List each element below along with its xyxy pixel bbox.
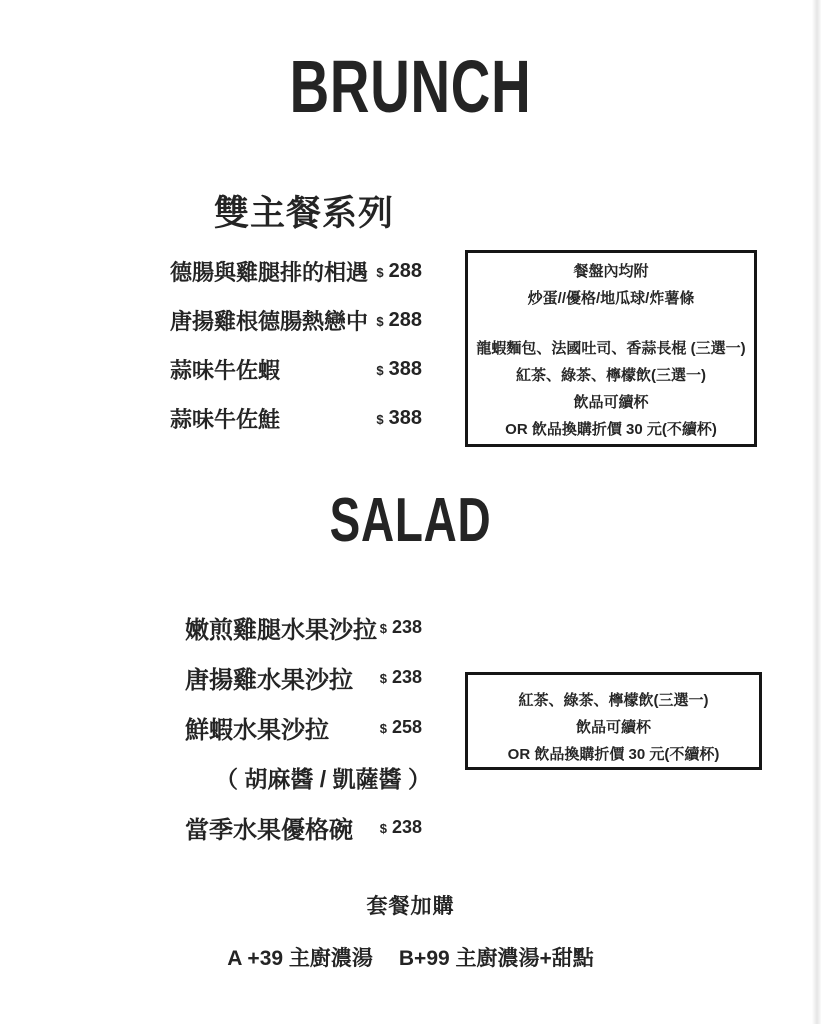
currency-symbol: $ (379, 670, 387, 686)
item-price (380, 817, 422, 838)
currency-symbol: $ (376, 411, 384, 427)
info-box-spacer (468, 312, 754, 335)
info-line: OR 飲品換購折價 30 元(不續杯) (507, 746, 720, 763)
info-line: 餐盤內均附 (573, 263, 649, 280)
dressing-note: （ 胡麻醬 / 凱薩醬 ） (215, 765, 431, 792)
item-price (380, 717, 422, 738)
item-name: 德腸與雞腿排的相遇 (170, 259, 369, 285)
price-amount: 258 (391, 716, 422, 737)
addon-option-b: B+99 主廚濃湯+甜點 (398, 947, 594, 970)
item-name: 蒜味牛佐鮭 (170, 406, 281, 432)
photo-edge-shadow (812, 0, 821, 1024)
addon-heading: 套餐加購 (366, 895, 455, 918)
price-amount: 388 (388, 357, 422, 380)
addon-options (0, 942, 821, 972)
item-price (380, 667, 422, 688)
currency-symbol: $ (376, 362, 384, 378)
price-amount: 288 (388, 259, 422, 282)
info-line: OR 飲品換購折價 30 元(不續杯) (505, 421, 717, 438)
currency-symbol: $ (376, 264, 384, 280)
item-name: 唐揚雞根德腸熱戀中 (170, 308, 369, 334)
price-amount: 288 (388, 308, 422, 331)
menu-item-row (170, 255, 422, 287)
menu-item-row (170, 402, 422, 434)
item-name: 唐揚雞水果沙拉 (185, 666, 353, 694)
menu-title-salad: SALAD (329, 486, 492, 555)
currency-symbol: $ (379, 620, 387, 636)
salad-drinks-info-box (465, 672, 762, 770)
info-line: 飲品可續杯 (573, 394, 649, 411)
item-price (380, 617, 422, 638)
menu-title-brunch: BRUNCH (289, 45, 532, 128)
price-amount: 388 (388, 406, 422, 429)
addon-option-a: A +39 主廚濃湯 (227, 947, 373, 970)
menu-item-row (170, 304, 422, 336)
price-amount: 238 (391, 666, 422, 687)
currency-symbol: $ (376, 313, 384, 329)
menu-item-row (185, 811, 422, 843)
item-price (376, 309, 422, 332)
price-amount: 238 (391, 816, 422, 837)
info-line: 紅茶、綠茶、檸檬飲(三選一) (516, 367, 706, 384)
info-line: 炒蛋//優格/地瓜球/炸薯條 (527, 290, 695, 307)
info-line: 飲品可續杯 (575, 719, 651, 736)
menu-item-row (170, 353, 422, 385)
item-name: 鮮蝦水果沙拉 (185, 716, 329, 744)
menu-item-row (185, 661, 422, 693)
item-name: 蒜味牛佐蝦 (170, 357, 281, 383)
menu-item-row (185, 711, 422, 743)
item-name: 嫩煎雞腿水果沙拉 (185, 616, 377, 644)
double-main-item-list (170, 255, 422, 451)
menu-item-row (185, 611, 422, 643)
currency-symbol: $ (379, 820, 387, 836)
price-amount: 238 (391, 616, 422, 637)
item-name: 當季水果優格碗 (185, 816, 353, 844)
item-price (376, 407, 422, 430)
brunch-included-info-box (465, 250, 757, 447)
info-line: 紅茶、綠茶、檸檬飲(三選一) (518, 692, 709, 709)
item-price (376, 358, 422, 381)
currency-symbol: $ (379, 720, 387, 736)
info-line: 龍蝦麵包、法國吐司、香蒜長棍 (三選一) (476, 340, 746, 357)
salad-item-list (185, 611, 431, 861)
section-heading-double-main: 雙主餐系列 (214, 194, 395, 233)
item-price (376, 260, 422, 283)
